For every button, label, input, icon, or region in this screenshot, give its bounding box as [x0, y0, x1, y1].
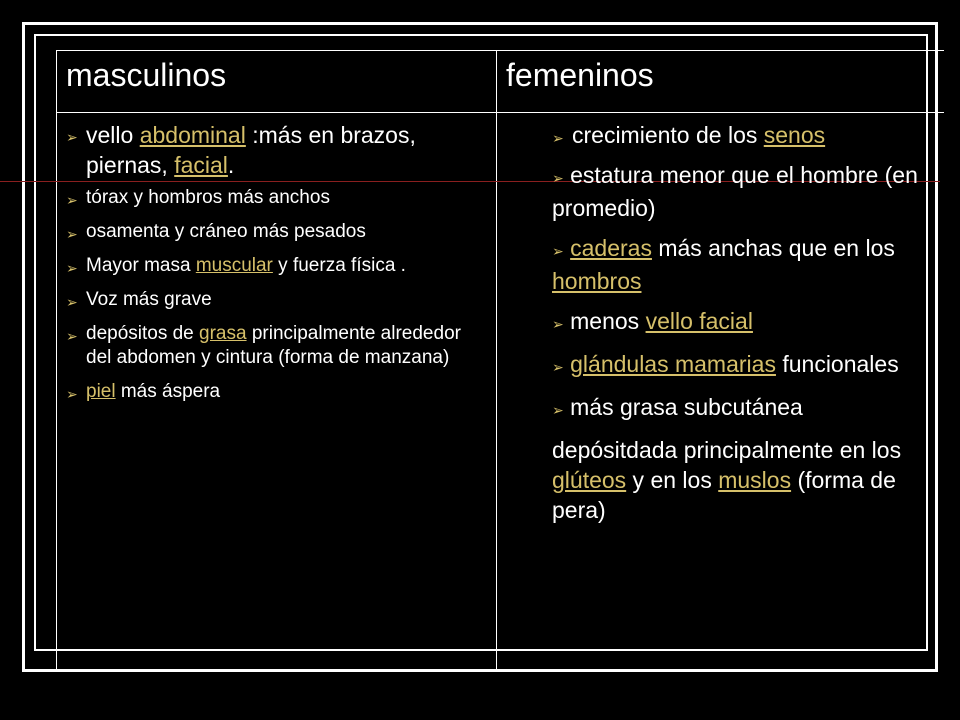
link-muscular[interactable]: muscular — [195, 255, 273, 276]
arrowhead-bullet-icon: ➢ — [66, 129, 78, 145]
link-caderas[interactable]: caderas — [570, 235, 652, 261]
arrowhead-bullet-icon: ➢ — [552, 243, 564, 259]
femeninos-column — [552, 120, 952, 525]
arrowhead-bullet-icon: ➢ — [552, 130, 564, 146]
list-item: ➢ estatura menor que el hombre (en promedio) — [552, 162, 918, 221]
arrowhead-bullet-icon: ➢ — [552, 359, 564, 375]
table-left-border — [56, 50, 57, 670]
arrowhead-bullet-icon: ➢ — [552, 170, 564, 186]
list-item: ➢ menos vello facial — [552, 308, 753, 334]
arrowhead-bullet-icon: ➢ — [66, 192, 78, 208]
list-item: ➢ vello abdominal :más en brazos, piernas, facial. — [66, 122, 416, 178]
arrowhead-bullet-icon: ➢ — [66, 260, 78, 276]
link-abdominal[interactable]: abdominal — [139, 122, 246, 148]
arrowhead-bullet-icon: ➢ — [66, 294, 78, 310]
masculinos-column — [66, 120, 476, 404]
link-muslos[interactable]: muslos — [718, 467, 792, 493]
arrowhead-bullet-icon: ➢ — [552, 316, 564, 332]
list-item: ➢ osamenta y cráneo más pesados — [66, 220, 476, 244]
link-senos[interactable]: senos — [763, 122, 826, 148]
link-glandulas-mamarias[interactable]: glándulas mamarias — [570, 351, 776, 377]
list-item: ➢ Voz más grave — [66, 288, 476, 312]
list-item: ➢ más grasa subcutánea — [552, 394, 803, 420]
femeninos-paragraph: depósitdada principalmente en los glúteos y en los muslos (forma de pera) — [552, 437, 902, 523]
arrowhead-bullet-icon: ➢ — [66, 226, 78, 242]
list-item: ➢ depósitos de grasa principalmente alrededor del abdomen y cintura (forma de manzana) — [66, 323, 461, 368]
link-grasa[interactable]: grasa — [199, 323, 247, 344]
list-item: ➢ glándulas mamarias funcionales — [552, 351, 899, 377]
link-gluteos[interactable]: glúteos — [552, 467, 627, 493]
link-facial[interactable]: facial — [174, 152, 228, 178]
link-vello-facial[interactable]: vello facial — [645, 308, 753, 334]
arrowhead-bullet-icon: ➢ — [66, 386, 78, 402]
list-item: ➢ Mayor masa muscular y fuerza física . — [66, 254, 476, 278]
header-femeninos: femeninos — [506, 57, 654, 93]
list-item: ➢ caderas más anchas que en los hombros — [552, 235, 895, 294]
list-item: ➢ piel más áspera — [66, 380, 476, 404]
arrowhead-bullet-icon: ➢ — [66, 328, 78, 344]
table-header-divider — [56, 112, 944, 113]
list-item: ➢ tórax y hombros más anchos — [66, 186, 476, 210]
table-column-divider — [496, 50, 497, 670]
list-item: ➢ crecimiento de los senos — [552, 120, 952, 150]
link-piel[interactable]: piel — [86, 381, 116, 402]
arrowhead-bullet-icon: ➢ — [552, 402, 564, 418]
table-top-border — [56, 50, 944, 51]
header-masculinos: masculinos — [66, 57, 227, 93]
link-hombros[interactable]: hombros — [552, 268, 642, 294]
